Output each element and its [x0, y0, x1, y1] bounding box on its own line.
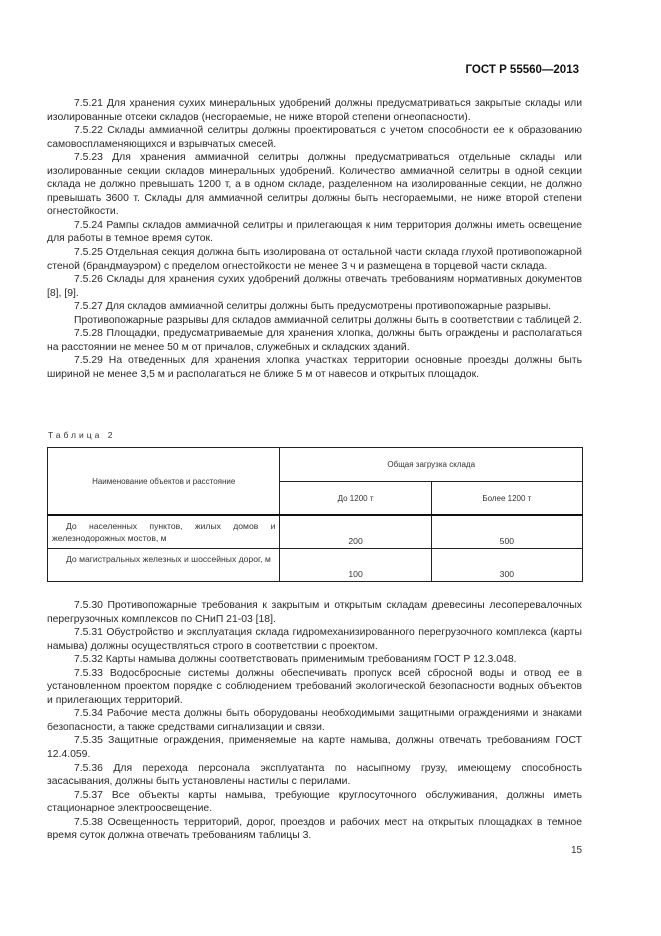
table-header-row: [48, 448, 583, 482]
value-cell: 300: [431, 549, 582, 582]
paragraph-7-5-38: 7.5.38 Освещенность территорий, дорог, проездов и рабочих мест на открытых площадках в темное время суток должна отвечать требованиям таблицы 3.: [47, 816, 582, 842]
page-number: 15: [571, 845, 583, 856]
value-cell: 200: [280, 515, 431, 549]
column-group-header-total-load: Общая загрузка склада: [280, 448, 583, 482]
paragraph-7-5-32: 7.5.32 Карты намыва должны соответствовать применимым требованиям ГОСТ Р 12.3.048.: [74, 654, 517, 666]
row-name-cell: До населенных пунктов, жилых домов и железнодорожных мостов, м: [48, 515, 280, 549]
paragraph-7-5-29: 7.5.29 На отведенных для хранения хлопка участках территории основные проезды должны быть шириной не менее 3,5 м и располагаться не ближе 5 м от навесов и открытых площадок.: [47, 355, 582, 380]
paragraph-7-5-36: 7.5.36 Для перехода персонала эксплуатанта по насыпному грузу, имеющему способность засасывания, должны быть установлены настилы с перилами.: [47, 762, 582, 788]
paragraph-7-5-35: 7.5.35 Защитные ограждения, применяемые на карте намыва, должны отвечать требованиям ГОСТ 12.4.059.: [47, 735, 582, 761]
paragraph-7-5-26: 7.5.26 Склады для хранения сухих удобрений должны отвечать требованиям нормативных документов [8], [9].: [47, 274, 582, 299]
paragraph-fire-gaps-note: Противопожарные разрывы для складов аммиачной селитры должны быть в соответствии с таблицей 2.: [74, 314, 582, 326]
paragraph-7-5-27: 7.5.27 Для складов аммиачной селитры должны быть предусмотрены противопожарные разрывы.: [74, 301, 552, 313]
paragraph-7-5-33: 7.5.33 Водосбросные системы должны обеспечивать пропуск всей сбросной воды и отвод ее в установленном проектом порядке с соблюдением требований экологической безопасности водных объектов и прилегающих территорий.: [47, 667, 582, 706]
paragraph-7-5-22: 7.5.22 Склады аммиачной селитры должны проектироваться с учетом способности ее к образованию самовоспламеняющихся и взрывчатых смесей.: [47, 125, 582, 150]
table-row: [48, 515, 583, 549]
table-caption: Таблица 2: [48, 430, 116, 440]
row-name-cell: До магистральных железных и шоссейных дорог, м: [48, 549, 280, 582]
column-header-over-1200: Более 1200 т: [431, 482, 582, 516]
paragraph-7-5-24: 7.5.24 Рампы складов аммиачной селитры и прилегающая к ним территория должны иметь освещение для работы в темное время суток.: [47, 219, 582, 245]
paragraph-7-5-28: 7.5.28 Площадки, предусматриваемые для хранения хлопка, должны быть ограждены и располагаться на расстоянии не менее 50 м от причалов, служебных и складских зданий.: [47, 328, 582, 353]
paragraph-7-5-31: 7.5.31 Обустройство и эксплуатация склада гидромеханизированного перегрузочного комплекса (карты намыва) должны осуществляться строго в соответствии с проектом.: [47, 627, 582, 652]
column-header-up-to-1200: До 1200 т: [280, 482, 431, 516]
body-text-after-table: [47, 599, 582, 843]
paragraph-7-5-25: 7.5.25 Отдельная секция должна быть изолирована от остальной части склада глухой противопожарной стеной (брандмауэром) с пределом огнестойкости не менее 3 ч и размещена в торцевой части склада.: [47, 247, 582, 272]
paragraph-7-5-30: 7.5.30 Противопожарные требования к закрытым и открытым складам древесины лесоперевалочных перегрузочных комплексов по СНиП 21-03 [18].: [47, 600, 582, 625]
paragraph-7-5-34: 7.5.34 Рабочие места должны быть оборудованы необходимыми защитными ограждениями и знаками безопасности, а также средствами сигнализации и связи.: [47, 708, 582, 733]
fire-gaps-table: [47, 447, 583, 582]
value-cell: 100: [280, 549, 431, 582]
document-code-header: ГОСТ Р 55560—2013: [465, 64, 579, 76]
value-cell: 500: [431, 515, 582, 549]
paragraph-7-5-23: 7.5.23 Для хранения аммиачной селитры должны предусматриваться отдельные склады или изолированные секции складов минеральных удобрений. Количество аммиачной селитры в одной секции склада не должно превышать 1200 т, а в одном складе, разделенном на изолированные секции, не должно превышать 3600 т. Склады для аммиачной селитры должны быть несгораемыми, не ниже второй степени огнестойкости.: [47, 152, 582, 218]
body-text-before-table: [47, 97, 582, 381]
paragraph-7-5-37: 7.5.37 Все объекты карты намыва, требующие круглосуточного обслуживания, должны иметь стационарное электроосвещение.: [47, 789, 582, 815]
column-header-object-name: Наименование объектов и расстояние: [48, 448, 280, 516]
paragraph-7-5-21: 7.5.21 Для хранения сухих минеральных удобрений должны предусматриваться закрытые склады или изолированные отсеки складов (несгораемые, не ниже второй степени огнеопасности).: [47, 98, 582, 123]
table-row: [48, 549, 583, 582]
